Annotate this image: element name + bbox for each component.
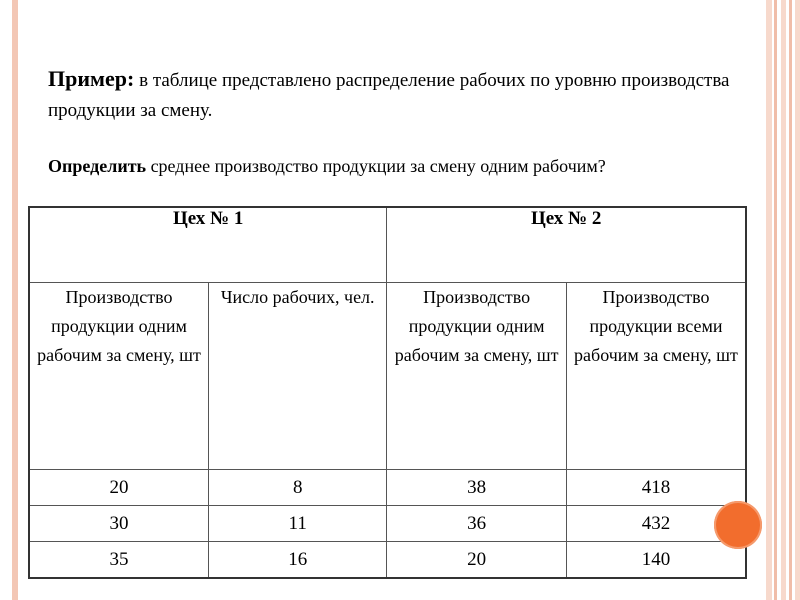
frame-stripe-right bbox=[781, 0, 786, 600]
table-cell: 11 bbox=[209, 506, 387, 542]
table-row bbox=[29, 470, 746, 506]
table-cell: 20 bbox=[387, 542, 567, 579]
group-header-2: Цех № 2 bbox=[387, 207, 746, 283]
table-cell: 16 bbox=[209, 542, 387, 579]
table-cell: 35 bbox=[29, 542, 209, 579]
frame-stripe-right bbox=[789, 0, 792, 600]
table-cell: 30 bbox=[29, 506, 209, 542]
frame-stripe-right bbox=[766, 0, 772, 600]
task-lead: Определить bbox=[48, 156, 147, 176]
table-cell: 38 bbox=[387, 470, 567, 506]
table-row bbox=[29, 506, 746, 542]
intro-lead: Пример: bbox=[48, 66, 135, 91]
intro-paragraph bbox=[48, 64, 748, 126]
distribution-table bbox=[28, 206, 747, 579]
column-header: Производство продукции одним рабочим за смену, шт bbox=[29, 283, 209, 470]
table-column-header-row bbox=[29, 283, 746, 470]
table-cell: 8 bbox=[209, 470, 387, 506]
task-paragraph bbox=[48, 153, 758, 179]
column-header: Число рабочих, чел. bbox=[209, 283, 387, 470]
group-header-1: Цех № 1 bbox=[29, 207, 387, 283]
frame-stripe-right bbox=[795, 0, 800, 600]
table-cell: 20 bbox=[29, 470, 209, 506]
decorative-circle-icon bbox=[714, 501, 762, 549]
table-row bbox=[29, 542, 746, 579]
table-group-header-row bbox=[29, 207, 746, 283]
table-cell: 140 bbox=[566, 542, 746, 579]
column-header: Производство продукции одним рабочим за смену, шт bbox=[387, 283, 567, 470]
task-text: среднее производство продукции за смену одним рабочим? bbox=[150, 156, 606, 176]
intro-text: в таблице представлено распределение рабочих по уровню производства продукции за смену. bbox=[48, 70, 730, 121]
column-header: Производство продукции всеми рабочим за смену, шт bbox=[566, 283, 746, 470]
table-cell: 432 bbox=[566, 506, 746, 542]
frame-stripe-left bbox=[12, 0, 18, 600]
table-cell: 36 bbox=[387, 506, 567, 542]
table-cell: 418 bbox=[566, 470, 746, 506]
frame-stripe-right bbox=[774, 0, 777, 600]
